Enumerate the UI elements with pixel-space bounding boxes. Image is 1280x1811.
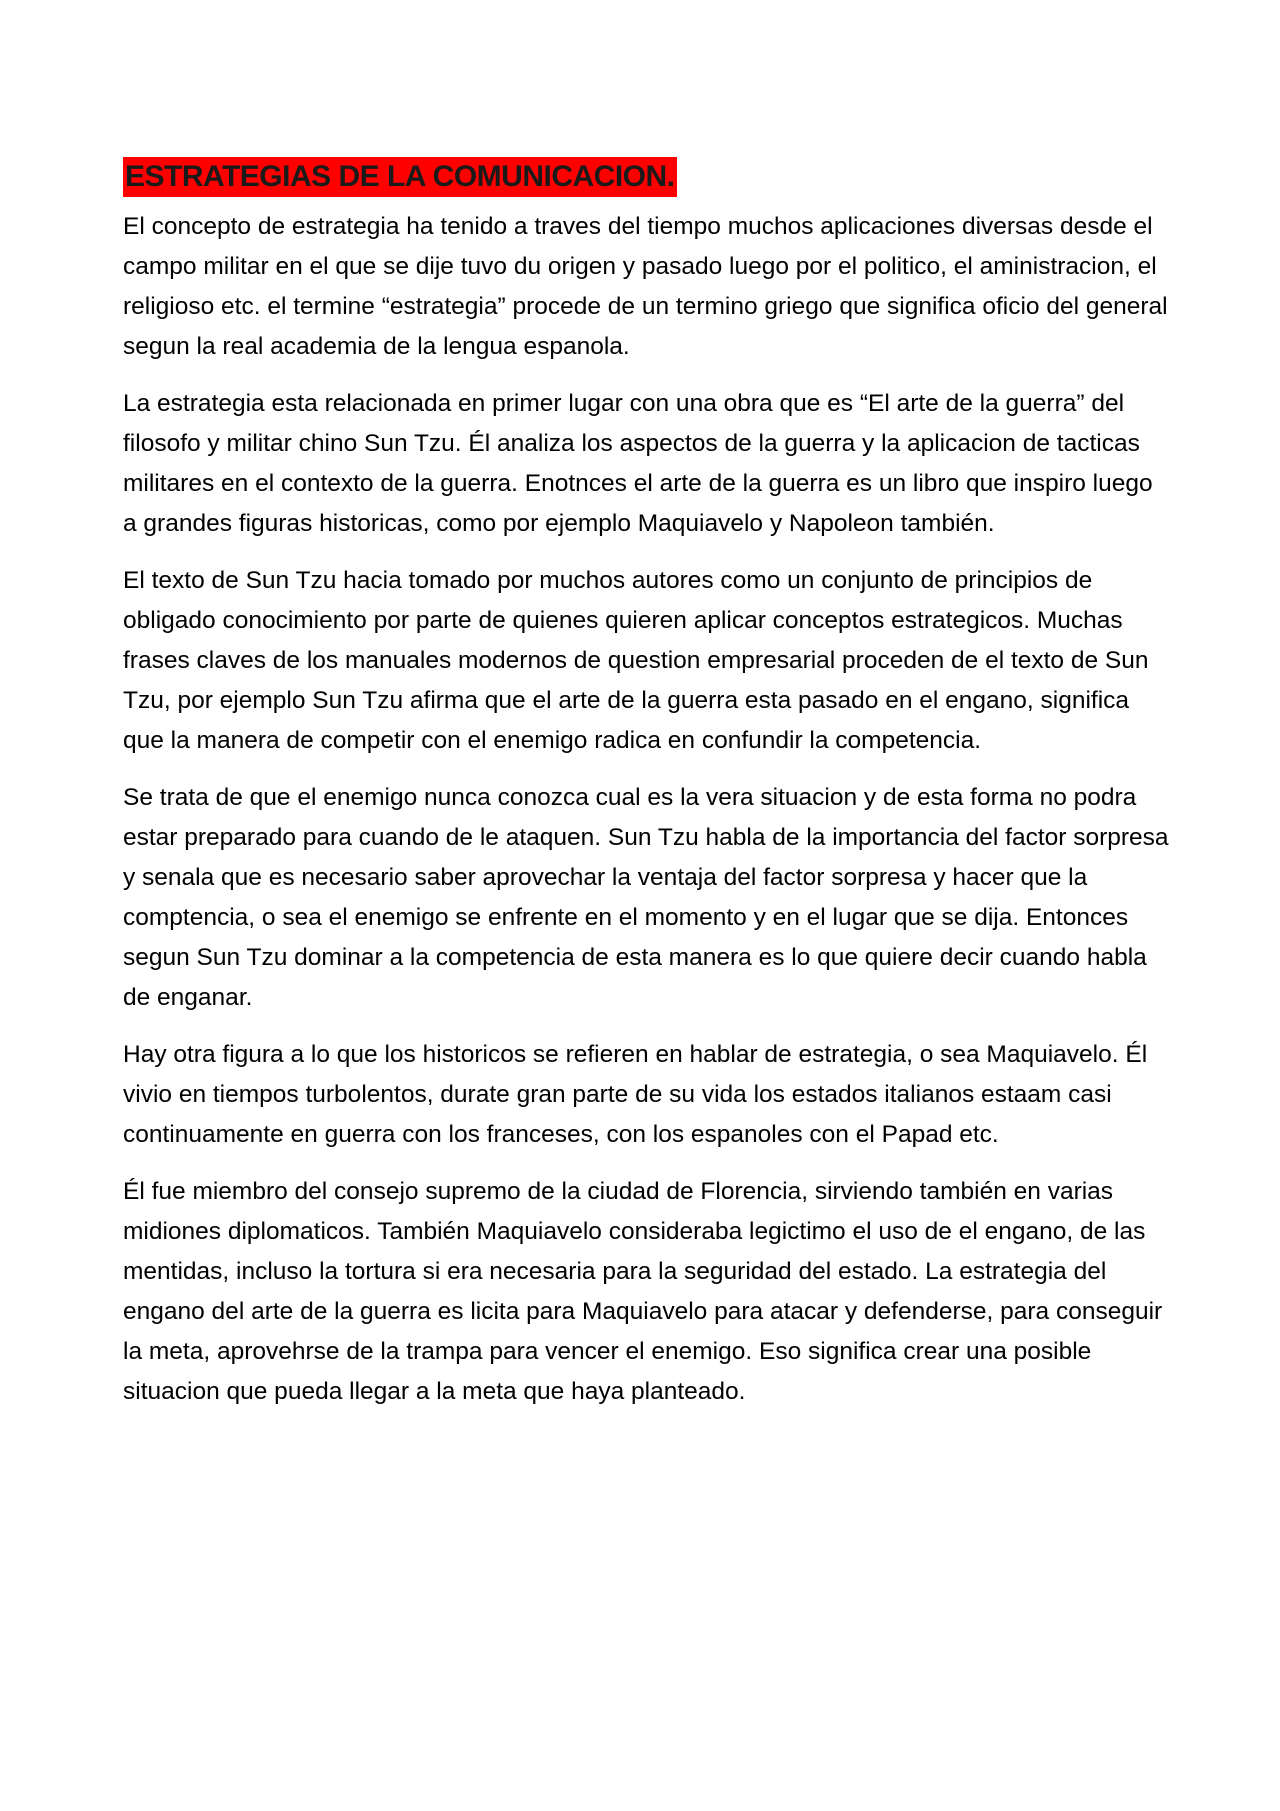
paragraph-5: Hay otra figura a lo que los historicos se refieren en hablar de estrategia, o sea Maquiavelo. Él vivio en tiempos turbolentos, durate gran parte de su vida los estados italianos estaam casi continuamente en guerra con los franceses, con los espanoles con el Papad etc. [123, 1041, 1148, 1148]
document-title: ESTRATEGIAS DE LA COMUNICACION. [123, 157, 677, 197]
paragraph-1: El concepto de estrategia ha tenido a traves del tiempo muchos aplicaciones diversas desde el campo militar en el que se dije tuvo du origen y pasado luego por el politico, el aministracion, el religioso etc. el termine “estrategia” procede de un termino griego que significa oficio del general segun la real academia de la lengua espanola. [123, 213, 1168, 360]
document-body [123, 157, 1173, 1429]
paragraph-4: Se trata de que el enemigo nunca conozca cual es la vera situacion y de esta forma no podra estar preparado para cuando de le ataquen. Sun Tzu habla de la importancia del factor sorpresa y senala que es necesario saber aprovechar la ventaja del factor sorpresa y hacer que la comptencia, o sea el enemigo se enfrente en el momento y en el lugar que se dija. Entonces segun Sun Tzu dominar a la competencia de esta manera es lo que quiere decir cuando habla de enganar. [123, 784, 1169, 1011]
paragraph-6: Él fue miembro del consejo supremo de la ciudad de Florencia, sirviendo también en varias midiones diplomaticos. También Maquiavelo consideraba legictimo el uso de el engano, de las mentidas, incluso la tortura si era necesaria para la seguridad del estado. La estrategia del engano del arte de la guerra es licita para Maquiavelo para atacar y defenderse, para conseguir la meta, aprovehrse de la trampa para vencer el enemigo. Eso significa crear una posible situacion que pueda llegar a la meta que haya planteado. [123, 1178, 1163, 1405]
paragraph-3: El texto de Sun Tzu hacia tomado por muchos autores como un conjunto de principios de obligado conocimiento por parte de quienes quieren aplicar conceptos estrategicos. Muchas frases claves de los manuales modernos de question empresarial proceden de el texto de Sun Tzu, por ejemplo Sun Tzu afirma que el arte de la guerra esta pasado en el engano, significa que la manera de competir con el enemigo radica en confundir la competencia. [123, 567, 1149, 754]
paragraph-2: La estrategia esta relacionada en primer lugar con una obra que es “El arte de la guerra” del filosofo y militar chino Sun Tzu. Él analiza los aspectos de la guerra y la aplicacion de tacticas militares en el contexto de la guerra. Enotnces el arte de la guerra es un libro que inspiro luego a grandes figuras historicas, como por ejemplo Maquiavelo y Napoleon también. [123, 390, 1153, 537]
